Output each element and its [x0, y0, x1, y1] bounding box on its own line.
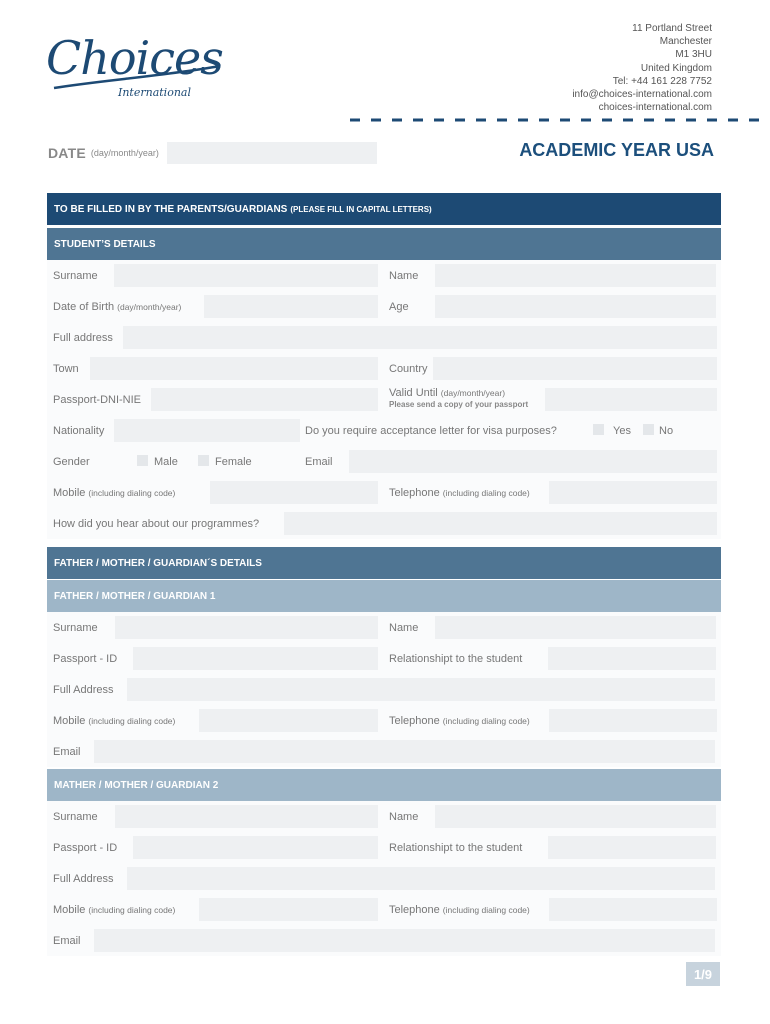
g2-relationship-label: Relationshipt to the student: [389, 841, 523, 854]
g1-row-address: [47, 674, 721, 705]
g1-name-field[interactable]: [435, 616, 716, 639]
g1-relationship-label: Relationshipt to the student: [389, 652, 523, 665]
valid-until-label: [389, 387, 528, 411]
student-name-field[interactable]: [435, 264, 716, 287]
address-line: United Kingdom: [640, 62, 712, 74]
g1-email-label: Email: [53, 745, 81, 758]
mobile-label: [53, 477, 175, 508]
g2-name-label: Name: [389, 810, 419, 823]
gender-male-label: Male: [154, 455, 178, 468]
g2-row-email: [47, 925, 721, 956]
g1-mobile-hint: (including dialing code): [88, 715, 176, 726]
g1-mobile-label: [53, 705, 175, 736]
g1-row-email: [47, 736, 721, 767]
g1-telephone-hint: (including dialing code): [442, 715, 530, 726]
g2-telephone-hint: (including dialing code): [442, 904, 530, 915]
g2-passport-field[interactable]: [133, 836, 378, 859]
g1-surname-label: Surname: [53, 621, 98, 634]
student-row-address: [47, 322, 721, 353]
g2-surname-field[interactable]: [115, 805, 378, 828]
student-dob-field[interactable]: [204, 295, 378, 318]
telephone-hint: (including dialing code): [442, 487, 530, 498]
student-mobile-field[interactable]: [210, 481, 378, 504]
g1-address-label: Full Address: [53, 683, 114, 696]
g2-mobile-label: [53, 894, 175, 925]
visa-yes-label: Yes: [613, 424, 631, 437]
student-bar-title: STUDENT’S DETAILS: [54, 238, 156, 250]
father-section-bar: [47, 547, 721, 579]
name-label: Name: [389, 269, 419, 282]
g1-surname-field[interactable]: [115, 616, 378, 639]
nationality-label: Nationality: [53, 424, 105, 437]
date-label: DATE: [48, 145, 86, 161]
student-row-passport: [47, 384, 721, 415]
gender-male-checkbox[interactable]: [137, 455, 148, 466]
passport-copy-note: Please send a copy of your passport: [389, 400, 529, 409]
address-phone: Tel: +44 161 228 7752: [612, 75, 712, 87]
student-address-field[interactable]: [123, 326, 717, 349]
g2-mobile-text: Mobile: [53, 903, 86, 916]
address-line: M1 3HU: [675, 49, 712, 61]
country-label: Country: [389, 362, 428, 375]
passport-label: Passport-DNI-NIE: [53, 393, 142, 406]
mobile-label-text: Mobile: [53, 486, 86, 499]
g2-row-address: [47, 863, 721, 894]
dashed-divider: [350, 117, 762, 123]
student-email-field[interactable]: [349, 450, 717, 473]
g2-row-mobile: [47, 894, 721, 925]
g1-row-passport: [47, 643, 721, 674]
svg-text:International: International: [118, 86, 191, 99]
g2-email-label: Email: [53, 934, 81, 947]
g2-passport-label: Passport - ID: [53, 841, 118, 854]
choices-logo: [44, 22, 224, 102]
student-row-hear: [47, 508, 721, 539]
hear-about-field[interactable]: [284, 512, 717, 535]
g1-mobile-text: Mobile: [53, 714, 86, 727]
student-row-mobile: [47, 477, 721, 508]
student-row-gender: [47, 446, 721, 477]
visa-question-label: Do you require acceptance letter for visa purposes?: [305, 424, 557, 437]
address-website: choices-international.com: [598, 102, 712, 114]
g1-row-mobile: [47, 705, 721, 736]
gender-female-checkbox[interactable]: [198, 455, 209, 466]
g1-relationship-field[interactable]: [548, 647, 716, 670]
g1-telephone-field[interactable]: [549, 709, 717, 732]
student-row-town: [47, 353, 721, 384]
g2-row-surname: [47, 801, 721, 832]
address-email: info@choices-international.com: [572, 89, 712, 101]
g1-address-field[interactable]: [127, 678, 715, 701]
student-row-dob: [47, 291, 721, 322]
g2-surname-label: Surname: [53, 810, 98, 823]
guardian2-bar-title: MATHER / MOTHER / GUARDIAN 2: [54, 779, 219, 791]
visa-yes-checkbox[interactable]: [593, 424, 604, 435]
g2-telephone-text: Telephone: [389, 903, 440, 916]
student-section-bar: [47, 228, 721, 260]
g1-mobile-field[interactable]: [199, 709, 378, 732]
student-row-surname: [47, 260, 721, 291]
date-row: [48, 142, 377, 164]
g2-telephone-label: [389, 894, 530, 925]
student-nationality-field[interactable]: [114, 419, 300, 442]
g2-name-field[interactable]: [435, 805, 716, 828]
company-address: [572, 22, 712, 114]
student-passport-field[interactable]: [151, 388, 378, 411]
visa-no-checkbox[interactable]: [643, 424, 654, 435]
g2-row-passport: [47, 832, 721, 863]
valid-until-hint: (day/month/year): [440, 388, 506, 398]
g1-passport-field[interactable]: [133, 647, 378, 670]
g2-telephone-field[interactable]: [549, 898, 717, 921]
g1-row-surname: [47, 612, 721, 643]
visa-no-label: No: [659, 424, 674, 437]
svg-text:Choices: Choices: [46, 31, 223, 85]
dob-label-text: Date of Birth: [53, 300, 115, 313]
full-address-label: Full address: [53, 331, 113, 344]
student-telephone-field[interactable]: [549, 481, 717, 504]
guardian1-bar-title: FATHER / MOTHER / GUARDIAN 1: [54, 590, 216, 602]
student-row-nationality: [47, 415, 721, 446]
document-title: ACADEMIC YEAR USA: [519, 140, 714, 160]
age-label: Age: [389, 300, 409, 313]
student-age-field[interactable]: [435, 295, 716, 318]
date-field[interactable]: [167, 142, 377, 164]
student-surname-field[interactable]: [114, 264, 378, 287]
hear-about-label: How did you hear about our programmes?: [53, 517, 260, 530]
g1-telephone-label: [389, 705, 530, 736]
dob-label: [53, 291, 181, 322]
parents-section-bar: [47, 193, 721, 225]
page-number: 1/9: [686, 962, 720, 986]
student-valid-until-field[interactable]: [545, 388, 717, 411]
email-label: Email: [305, 455, 333, 468]
parents-bar-note: (PLEASE FILL IN CAPITAL LETTERS): [290, 204, 432, 214]
student-town-field[interactable]: [90, 357, 378, 380]
g2-mobile-field[interactable]: [199, 898, 378, 921]
g1-passport-label: Passport - ID: [53, 652, 118, 665]
g1-telephone-text: Telephone: [389, 714, 440, 727]
address-line: 11 Portland Street: [632, 23, 712, 34]
town-label: Town: [53, 362, 79, 375]
g2-address-field[interactable]: [127, 867, 715, 890]
guardian2-section-bar: [47, 769, 721, 801]
address-line: Manchester: [659, 36, 712, 48]
telephone-label: [389, 477, 530, 508]
parents-bar-title: TO BE FILLED IN BY THE PARENTS/GUARDIANS: [54, 203, 288, 215]
g1-name-label: Name: [389, 621, 419, 634]
father-bar-title: FATHER / MOTHER / GUARDIAN´S DETAILS: [54, 557, 262, 569]
surname-label: Surname: [53, 269, 98, 282]
mobile-hint: (including dialing code): [88, 487, 176, 498]
gender-label: Gender: [53, 455, 90, 468]
g2-mobile-hint: (including dialing code): [88, 904, 176, 915]
valid-until-text: Valid Until: [389, 387, 438, 399]
g2-relationship-field[interactable]: [548, 836, 716, 859]
date-hint: (day/month/year): [90, 148, 159, 158]
gender-female-label: Female: [215, 455, 252, 468]
g1-email-field[interactable]: [94, 740, 715, 763]
dob-hint: (day/month/year): [117, 301, 182, 312]
guardian1-section-bar: [47, 580, 721, 612]
g2-address-label: Full Address: [53, 872, 114, 885]
g2-email-field[interactable]: [94, 929, 715, 952]
application-form: [47, 193, 721, 956]
student-country-field[interactable]: [433, 357, 717, 380]
telephone-label-text: Telephone: [389, 486, 440, 499]
